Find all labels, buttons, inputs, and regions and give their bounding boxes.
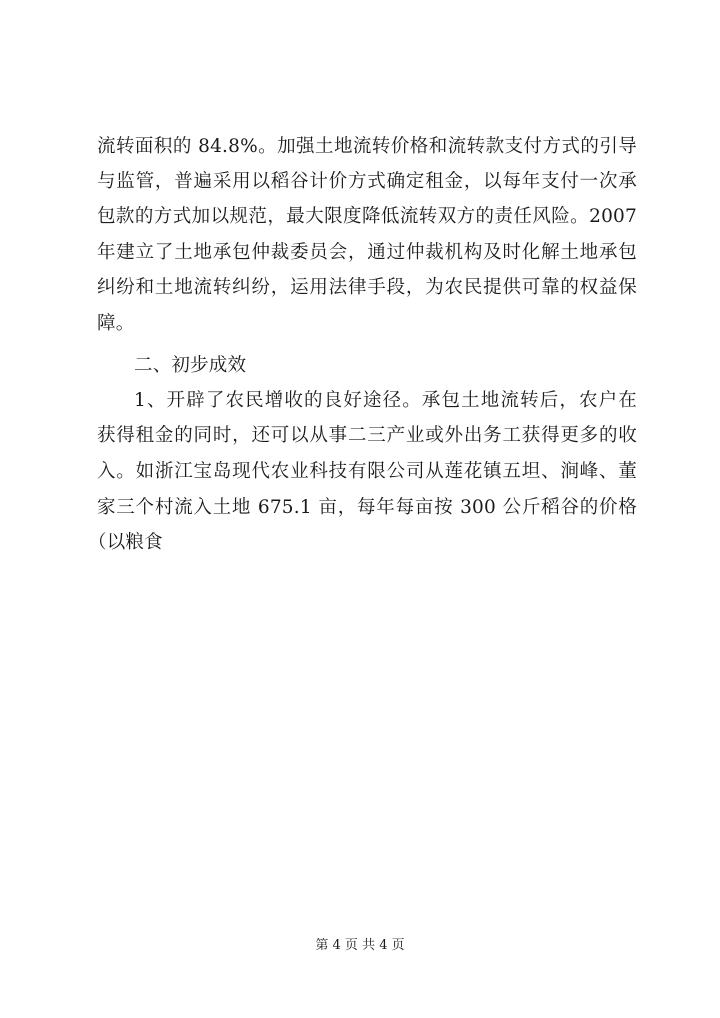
paragraph-line: 障。 (97, 313, 135, 334)
paragraph-line: 家三个村流入土地 675.1 亩，每年每亩按 300 公斤稻谷的价格 (97, 497, 637, 518)
paragraph-line: 与监管，普遍采用以稻谷计价方式确定租金，以每年支付一次承 (97, 171, 637, 192)
paragraph-line: 年建立了土地承包仲裁委员会，通过仲裁机构及时化解土地承包 (97, 242, 637, 263)
paragraph-line: 包款的方式加以规范，最大限度降低流转双方的责任风险。2007 (97, 206, 637, 227)
page-footer: 第 4 页 共 4 页 (315, 938, 405, 953)
section-heading: 二、初步成效 (134, 355, 247, 376)
paragraph-line: 1、开辟了农民增收的良好途径。承包土地流转后，农户在 (134, 390, 637, 411)
paragraph-line: （以粮食 (88, 532, 163, 553)
paragraph-line: 流转面积的 84.8%。加强土地流转价格和流转款支付方式的引导 (97, 136, 637, 157)
paragraph-line: 获得租金的同时，还可以从事二三产业或外出务工获得更多的收 (97, 425, 637, 446)
paragraph-line: 纠纷和土地流转纠纷，运用法律手段，为农民提供可靠的权益保 (97, 277, 637, 298)
paragraph-line: 入。如浙江宝岛现代农业科技有限公司从莲花镇五坦、涧峰、董 (97, 461, 637, 482)
